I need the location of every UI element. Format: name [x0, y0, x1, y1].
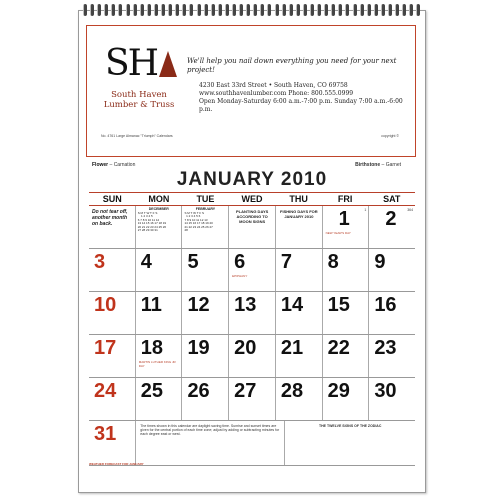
day-number: 10: [94, 294, 117, 316]
day-number: 19: [187, 337, 210, 359]
calendar-grid: [89, 192, 415, 466]
day-cell: [89, 378, 136, 420]
info-text-block: The times shown in this calendar are daylight saving time. Sunrise and sunset times are given for the central portion of each time zone; adjust by adding or subtracting minutes for each degree east or west.: [136, 421, 285, 465]
day-cell: [89, 292, 136, 334]
weekday-thu: THU: [289, 194, 308, 204]
day-number: 26: [187, 380, 210, 402]
address: 4230 East 33rd Street • South Haven, CO 69758: [199, 82, 348, 89]
planting-days-box: [229, 206, 276, 248]
day-cell: [182, 378, 229, 420]
week-row-5: [89, 378, 415, 421]
day-number: 3: [94, 251, 106, 273]
planting-title: PLANTING DAYS ACCORDING TO MOON SIGNS: [236, 209, 269, 224]
day-number: 2: [385, 208, 397, 230]
day-cell: [136, 249, 183, 291]
day-cell-note: [89, 206, 136, 248]
day-number: 18: [140, 337, 163, 359]
week-row-1: [89, 206, 415, 249]
day-cell: [276, 378, 323, 420]
day-cell: [323, 249, 370, 291]
day-number: 9: [374, 251, 386, 273]
flower-value: Carnation: [113, 162, 136, 168]
company-name: [99, 90, 179, 110]
day-number: 6: [234, 251, 246, 273]
day-cell: [182, 292, 229, 334]
day-cell: [136, 378, 183, 420]
day-cell: [323, 378, 370, 420]
day-number: 21: [280, 337, 304, 359]
day-number: 14: [280, 294, 304, 316]
logo-letters: SH: [105, 43, 158, 84]
day-cell: [369, 206, 415, 248]
weekday-mon: MON: [148, 194, 170, 204]
day-cell: [323, 206, 370, 248]
day-cell: [89, 249, 136, 291]
day-number: 30: [374, 380, 397, 402]
day-cell: [369, 292, 415, 334]
zodiac-signs-block: [285, 421, 415, 465]
flower-label: Flower: [92, 162, 109, 168]
day-number: 15: [327, 294, 350, 316]
day-cell: [89, 421, 136, 465]
day-number: 31: [94, 423, 117, 445]
birthstone-value: Garnet: [385, 162, 401, 168]
day-cell: [136, 335, 183, 377]
mini-calendar-december: DECEMBER S M T W T F S 1 2 3 4 5 6 7 8 9 10 11 12 13 14 15 16 17 18 19 20 21 22 23 24 25 26 27 28 29 30 31: [136, 206, 183, 248]
minical-feb-title: FEBRUARY: [195, 207, 216, 211]
weekday-sat: SAT: [383, 194, 401, 204]
weather-forecast: [89, 463, 415, 487]
weather-title: WEATHER FORECAST FOR JANUARY: [89, 462, 144, 466]
day-cell: [323, 335, 370, 377]
day-number: 23: [374, 337, 397, 359]
birthstone: Birthstone – Garnet: [355, 162, 401, 168]
week-row-2: [89, 249, 415, 292]
day-number: 13: [234, 294, 257, 316]
day-number: 12: [187, 294, 210, 316]
advertiser-panel: [86, 25, 416, 157]
day-cell: [369, 335, 415, 377]
day-cell: [182, 249, 229, 291]
day-of-year: 1: [364, 208, 367, 212]
day-cell: [276, 292, 323, 334]
tear-off-note: Do not tear off, another month on back.: [92, 209, 128, 227]
day-cell: [136, 292, 183, 334]
weekday-fri: FRI: [337, 194, 353, 204]
day-number: 1: [338, 208, 350, 230]
week-row-3: [89, 292, 415, 335]
company-logo: [105, 43, 177, 84]
weekday-wed: WED: [241, 194, 263, 204]
tagline: We'll help you nail down everything you need for your next project!: [187, 57, 397, 74]
day-number: 8: [327, 251, 339, 273]
day-number: 29: [327, 380, 350, 402]
calendar-sheet: [78, 10, 426, 493]
spiral-binding: [79, 4, 425, 18]
day-number: 20: [234, 337, 257, 359]
day-number: 25: [140, 380, 163, 402]
day-number: 22: [327, 337, 350, 359]
day-number: 16: [374, 294, 397, 316]
day-cell: [323, 292, 370, 334]
day-cell: [369, 378, 415, 420]
day-number: 28: [280, 380, 304, 402]
day-cell: [89, 335, 136, 377]
minical-dec-title: DECEMBER: [148, 207, 169, 211]
fishing-title: FISHING DAYS FOR JANUARY 2010: [280, 209, 318, 219]
day-cell: [276, 249, 323, 291]
fineprint-left: No. 4761 Large Almanac "Triumph" Calendars: [101, 134, 173, 138]
week-row-6: [89, 421, 415, 466]
day-note: EPIPHANY: [232, 274, 248, 278]
day-number: 7: [280, 251, 292, 273]
mini-calendar-february: FEBRUARY S M T W T F S 1 2 3 4 5 6 7 8 9 10 11 12 13 14 15 16 17 18 19 20 21 22 23 24 25 26 27 28: [182, 206, 229, 248]
day-cell: [229, 292, 276, 334]
zodiac-title: THE TWELVE SIGNS OF THE ZODIAC: [319, 424, 382, 428]
day-number: 27: [234, 380, 257, 402]
tree-icon: [159, 51, 177, 77]
week-row-4: [89, 335, 415, 378]
weekday-tue: TUE: [196, 194, 215, 204]
weekday-sun: SUN: [102, 194, 122, 204]
month-title: JANUARY 2010: [176, 169, 328, 190]
day-number: 17: [94, 337, 117, 359]
day-cell: [229, 378, 276, 420]
day-cell: [229, 335, 276, 377]
day-cell: [229, 249, 276, 291]
company-line2: Lumber & Truss: [103, 100, 175, 110]
day-cell: [182, 335, 229, 377]
day-number: 5: [187, 251, 199, 273]
day-number: 11: [140, 294, 162, 316]
fineprint-right: copyright ©: [381, 134, 399, 138]
hours: Open Monday-Saturday 6:00 a.m.-7:00 p.m. Sunday 7:00 a.m.-6:00 p.m.: [199, 98, 403, 113]
day-note: NEW YEAR'S DAY: [325, 231, 351, 235]
day-cell: [276, 335, 323, 377]
day-cell: [369, 249, 415, 291]
weekday-header: [89, 192, 415, 206]
flower-of-month: Flower – Carnation: [92, 162, 136, 168]
day-of-year: 364: [407, 208, 414, 212]
day-number: 4: [140, 251, 152, 273]
contact-info: [199, 82, 409, 114]
birthstone-label: Birthstone: [355, 162, 381, 168]
fishing-days-box: [276, 206, 323, 248]
day-number: 24: [94, 380, 117, 402]
company-line1: South Haven: [111, 90, 167, 100]
day-note: MARTIN LUTHER KING JR DAY: [138, 360, 176, 368]
website-phone: www.southhavenlumber.com Phone: 800.555.0999: [199, 90, 354, 97]
